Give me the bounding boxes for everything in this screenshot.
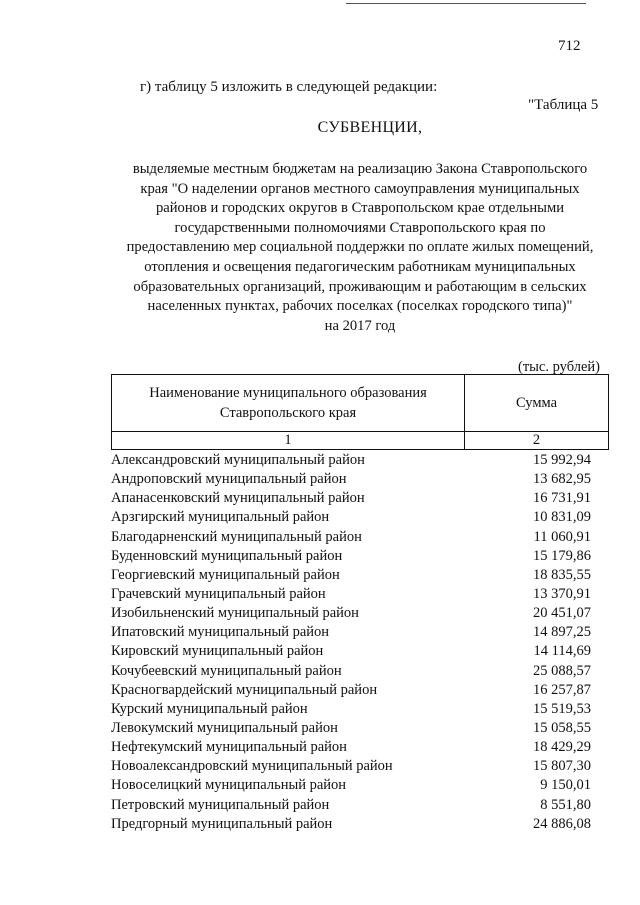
header-sum-cell: Сумма: [465, 375, 609, 432]
table-row: [111, 815, 591, 834]
municipality-name: Благодарненский муниципальный район: [111, 528, 362, 545]
table-label: "Таблица 5: [528, 97, 599, 113]
table-row: [111, 547, 591, 566]
municipality-name: Кочубеевский муниципальный район: [111, 662, 342, 679]
subtitle-line: государственными полномочиями Ставропольского края по: [174, 219, 546, 236]
municipality-name: Левокумский муниципальный район: [111, 719, 338, 736]
table-row: [111, 566, 591, 585]
subtitle-line: края "О наделении органов местного самоуправления муниципальных: [140, 180, 580, 197]
intro-text: г) таблицу 5 изложить в следующей редакции:: [140, 79, 438, 95]
municipality-name: Петровский муниципальный район: [111, 796, 330, 813]
subvention-sum: 10 831,09: [533, 509, 591, 526]
municipality-name: Георгиевский муниципальный район: [111, 566, 340, 583]
municipality-name: Красногвардейский муниципальный район: [111, 681, 378, 698]
top-rule: [346, 3, 586, 4]
table-body: [111, 451, 591, 834]
municipality-name: Курский муниципальный район: [111, 700, 308, 717]
municipality-name: Ипатовский муниципальный район: [111, 624, 330, 641]
subvention-sum: 9 150,01: [540, 777, 591, 794]
subtitle-line: предоставлению мер социальной поддержки по оплате жилых помещений,: [126, 239, 594, 256]
table-row: [111, 623, 591, 642]
subvention-sum: 15 179,86: [533, 547, 591, 564]
table-header: [111, 374, 609, 450]
subvention-sum: 11 060,91: [533, 528, 591, 545]
subvention-sum: 16 731,91: [533, 490, 591, 507]
municipality-name: Александровский муниципальный район: [111, 452, 365, 468]
subtitle-line: районов и городских округов в Ставропольском крае отдельными: [155, 200, 565, 217]
municipality-name: Андроповский муниципальный район: [111, 471, 347, 488]
municipality-name: Кировский муниципальный район: [111, 643, 324, 660]
header-name-line: Ставропольского края: [219, 405, 357, 421]
column-index-2: 2: [465, 432, 609, 450]
table-row: [111, 642, 591, 661]
table-row: [111, 662, 591, 681]
subtitle-line: на 2017 год: [324, 317, 396, 334]
municipality-name: Предгорный муниципальный район: [111, 815, 333, 832]
subvention-sum: 20 451,07: [533, 605, 591, 622]
table-row: [111, 508, 591, 527]
subvention-sum: 18 835,55: [533, 566, 591, 583]
municipality-name: Новоалександровский муниципальный район: [111, 758, 393, 775]
subvention-sum: 16 257,87: [533, 681, 591, 698]
table-row: [111, 604, 591, 623]
subvention-sum: 25 088,57: [533, 662, 591, 679]
subvention-sum: 13 370,91: [533, 585, 591, 602]
municipality-name: Буденновский муниципальный район: [111, 547, 343, 564]
subtitle-line: населенных пунктах, рабочих поселках (поселках городского типа)": [147, 298, 573, 315]
table-row: [111, 700, 591, 719]
table-row: [111, 451, 591, 470]
document-title: СУБВЕНЦИИ,: [317, 119, 423, 136]
units-label: (тыс. рублей): [518, 359, 600, 375]
subvention-sum: 15 058,55: [533, 719, 591, 736]
table-row: [111, 757, 591, 776]
header-name-cell: [112, 375, 465, 432]
subtitle-line: выделяемые местным бюджетам на реализацию Закона Ставропольского: [132, 161, 588, 177]
table-row: [111, 738, 591, 757]
table-row: [111, 719, 591, 738]
subtitle-line: отопления и освещения педагогическим работникам муниципальных: [144, 258, 576, 275]
subvention-sum: 14 897,25: [533, 624, 591, 641]
header-name-line: Наименование муниципального образования: [149, 385, 427, 401]
subvention-sum: 13 682,95: [533, 471, 591, 488]
table-row: [111, 681, 591, 700]
subvention-sum: 15 992,94: [533, 452, 591, 468]
municipality-name: Грачевский муниципальный район: [111, 585, 326, 602]
subtitle-line: образовательных организаций, проживающим и работающим в сельских: [133, 278, 587, 295]
page-number: 712: [558, 38, 581, 54]
subvention-sum: 15 807,30: [533, 758, 591, 775]
subvention-sum: 15 519,53: [533, 700, 591, 717]
table-row: [111, 585, 591, 604]
municipality-name: Изобильненский муниципальный район: [111, 605, 359, 622]
table-row: [111, 528, 591, 547]
table-row: [111, 796, 591, 815]
subvention-sum: 8 551,80: [540, 796, 591, 813]
municipality-name: Апанасенковский муниципальный район: [111, 490, 365, 507]
municipality-name: Новоселицкий муниципальный район: [111, 777, 347, 794]
column-index-1: 1: [112, 432, 465, 450]
municipality-name: Арзгирский муниципальный район: [111, 509, 330, 526]
table-row: [111, 776, 591, 795]
document-subtitle: [110, 160, 610, 336]
table-row: [111, 489, 591, 508]
municipality-name: Нефтекумский муниципальный район: [111, 739, 347, 756]
subvention-sum: 18 429,29: [533, 739, 591, 756]
table-row: [111, 470, 591, 489]
subvention-sum: 14 114,69: [533, 643, 591, 660]
subvention-sum: 24 886,08: [533, 815, 591, 832]
